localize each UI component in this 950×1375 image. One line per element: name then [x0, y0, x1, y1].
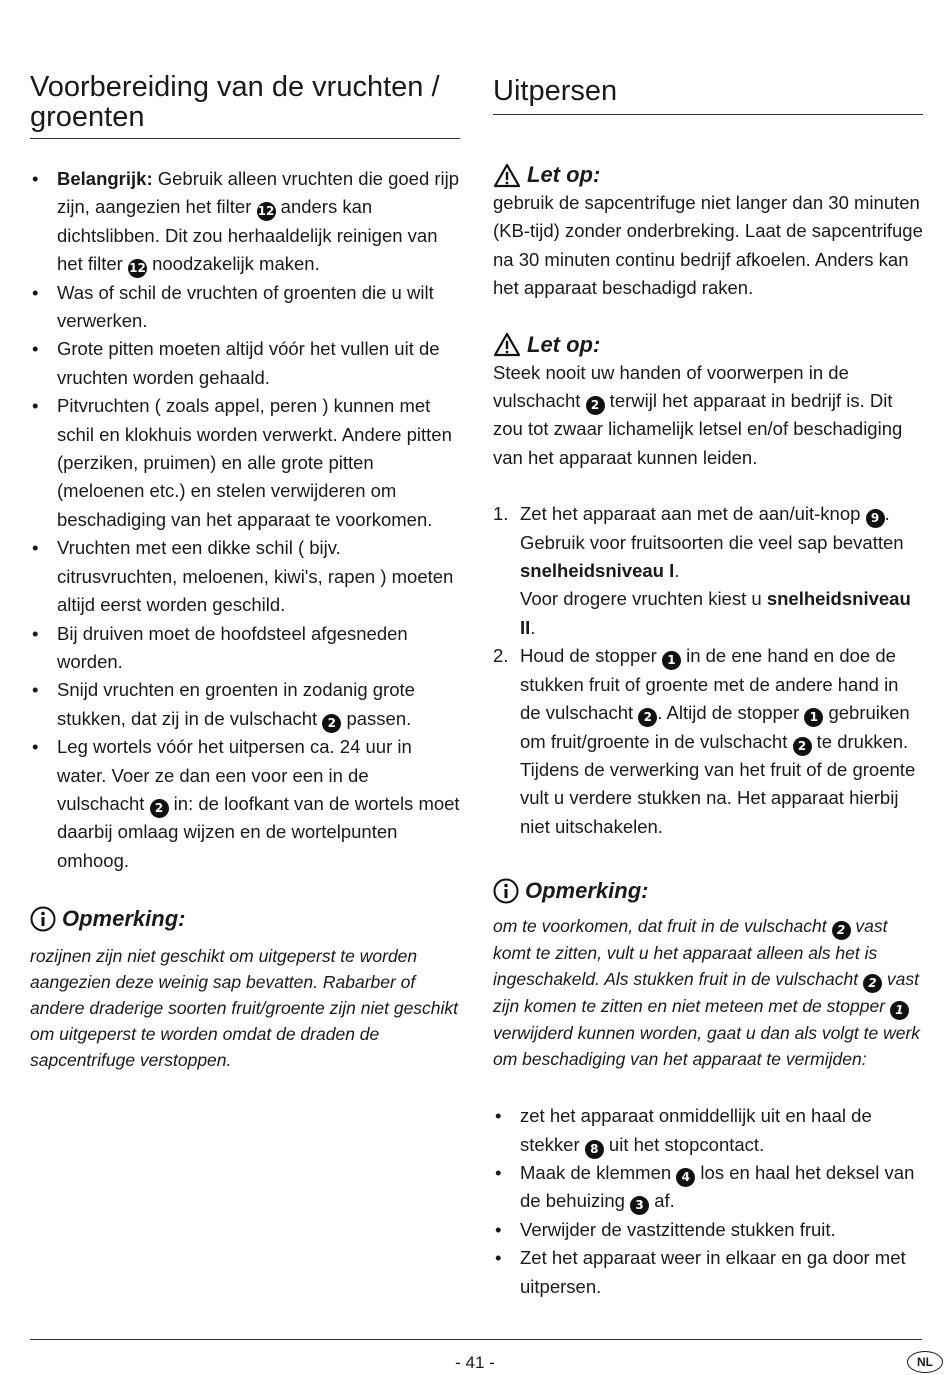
part-number-badge: 12 [128, 259, 147, 278]
important-label: Belangrijk: [57, 168, 153, 189]
footer-divider [30, 1339, 922, 1340]
warning-block [493, 331, 923, 473]
part-number-badge: 2 [322, 714, 341, 733]
note-block [493, 877, 923, 1072]
info-icon [30, 906, 56, 932]
jam-removal-list [493, 1102, 923, 1301]
list-item: • Leg wortels vóór het uitpersen ca. 24 uur in water. Voer ze dan een voor een in de vulschacht 2 in: de loofkant van de wortels moet daarbij omlaag wijzen en de wortelpunten omhoog. [30, 733, 460, 875]
part-number-badge: 9 [866, 509, 885, 528]
list-item: • Was of schil de vruchten of groenten die u wilt verwerken. [30, 279, 460, 336]
warning-icon [493, 163, 521, 188]
part-number-badge: 2 [793, 737, 812, 756]
list-item: • Vruchten met een dikke schil ( bijv. citrusvruchten, meloenen, kiwi's, rapen ) moeten altijd eerst worden geschild. [30, 534, 460, 619]
section-title-juicing: Uitpersen [493, 72, 923, 115]
note-heading: Opmerking: [493, 877, 923, 905]
note-text: om te voorkomen, dat fruit in de vulschacht 2 vast komt te zitten, vult u het apparaat alleen als het is ingeschakeld. Als stukken fruit in de vulschacht 2 vast zijn komen te zitten en niet meteen met de stopper 1 verwijderd kunnen worden, gaat u dan als volgt te werk om beschadiging van het apparaat te vermijden: [493, 916, 921, 1070]
list-item: • Verwijder de vastzittende stukken fruit. [493, 1216, 923, 1244]
step-item: 2. Houd de stopper 1 in de ene hand en doe de stukken fruit of groente met de andere hand in de vulschacht 2 . Altijd de stopper 1 gebruiken om fruit/groente in de vulschacht 2 te drukken. Tijdens de verwerking van het fruit of de groente vult u verdere stukken na. Het apparaat hierbij niet uitschakelen. [493, 645, 916, 837]
part-number-badge: 2 [586, 396, 605, 415]
list-item: • Zet het apparaat weer in elkaar en ga door met uitpersen. [493, 1244, 923, 1301]
section-title-preparation: Voorbereiding van de vruchten / groenten [30, 72, 460, 139]
step-item: 1. Zet het apparaat aan met de aan/uit-knop 9 . Gebruik voor fruitsoorten die veel sap bevatten snelheidsniveau I. Voor drogere vruchten kiest u snelheidsniveau II. [493, 503, 911, 638]
language-badge: NL [907, 1351, 943, 1373]
part-number-badge: 8 [585, 1140, 604, 1159]
page-number: - 41 - [455, 1353, 495, 1372]
list-item: • Grote pitten moeten altijd vóór het vullen uit de vruchten worden gehaald. [30, 335, 460, 392]
list-item: • zet het apparaat onmiddellijk uit en haal de stekker 8 uit het stopcontact. [493, 1102, 923, 1159]
warning-heading: Let op: [493, 161, 923, 189]
left-column [30, 72, 460, 1073]
part-number-badge: 2 [832, 921, 851, 940]
part-number-badge: 2 [638, 708, 657, 727]
part-number-badge: 1 [662, 651, 681, 670]
preparation-list [30, 165, 460, 875]
warning-heading: Let op: [493, 331, 923, 359]
list-item: • Maak de klemmen 4 los en haal het deksel van de behuizing 3 af. [493, 1159, 923, 1216]
part-number-badge: 2 [863, 974, 882, 993]
part-number-badge: 1 [804, 708, 823, 727]
list-item: • Snijd vruchten en groenten in zodanig grote stukken, dat zij in de vulschacht 2 passen. [30, 676, 460, 733]
part-number-badge: 3 [630, 1196, 649, 1215]
warning-block [493, 161, 923, 303]
part-number-badge: 1 [890, 1001, 909, 1020]
part-number-badge: 2 [150, 799, 169, 818]
note-heading: Opmerking: [30, 905, 460, 933]
note-text: rozijnen zijn niet geschikt om uitgeperst te worden aangezien deze weinig sap bevatten. Rabarber of andere draderige soorten fruit/groente zijn niet geschikt om uitgeperst te worden omdat de draden de sapcentrifuge verstoppen. [30, 946, 459, 1071]
warning-icon [493, 332, 521, 357]
warning-text: Steek nooit uw handen of voorwerpen in de vulschacht 2 terwijl het apparaat in bedrijf is. Dit zou tot zwaar lichamelijk letsel en/of beschadiging van het apparaat kunnen leiden. [493, 361, 903, 468]
part-number-badge: 12 [257, 202, 276, 221]
info-icon [493, 878, 519, 904]
list-item: • Belangrijk: Gebruik alleen vruchten die goed rijp zijn, aangezien het filter 12 anders kan dichtslibben. Dit zou herhaaldelijk reinigen van het filter 12 noodzakelijk maken. [30, 165, 460, 279]
right-column [493, 72, 923, 1301]
note-block [30, 905, 460, 1073]
list-item: • Bij druiven moet de hoofdsteel afgesneden worden. [30, 620, 460, 677]
warning-text: gebruik de sapcentrifuge niet langer dan 30 minuten (KB-tijd) zonder onderbreking. Laat de sapcentrifuge na 30 minuten continu bedrijf afkoelen. Anders kan het apparaat beschadigd raken. [493, 192, 923, 299]
part-number-badge: 4 [676, 1168, 695, 1187]
juicing-steps [493, 500, 923, 841]
list-item: • Pitvruchten ( zoals appel, peren ) kunnen met schil en klokhuis worden verwerkt. Andere pitten (perziken, pruimen) en alle grote pitten (meloenen etc.) en stelen verwijderen om beschadiging van het apparaat te voorkomen. [30, 392, 460, 534]
